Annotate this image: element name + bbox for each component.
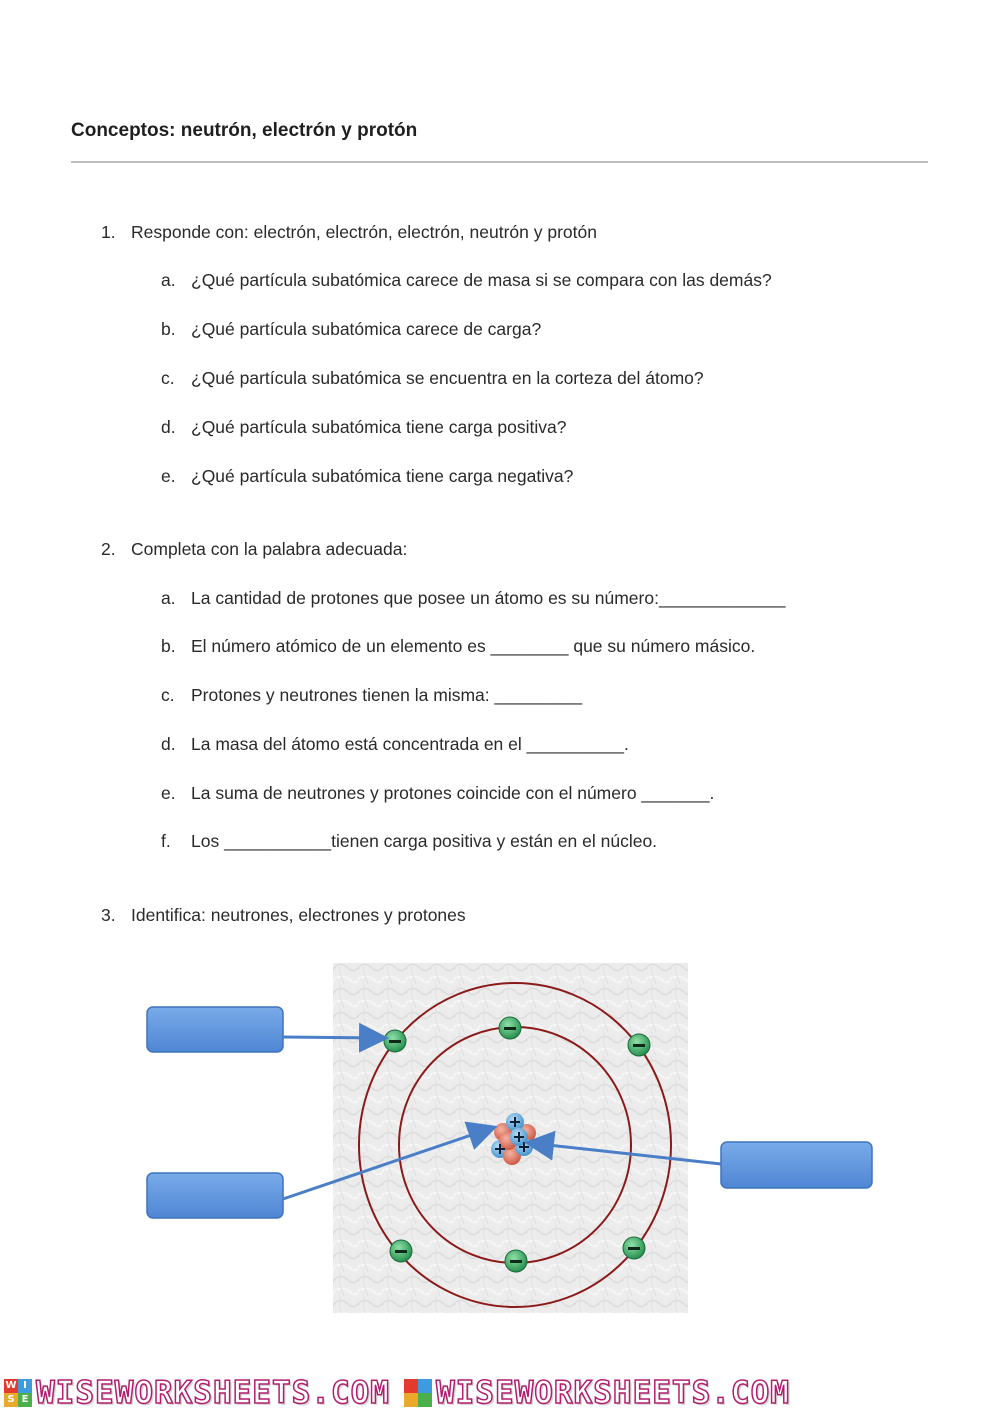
item-text: ¿Qué partícula subatómica tiene carga positiva? xyxy=(191,417,567,437)
question-number: 3. xyxy=(101,905,116,925)
item-letter: d. xyxy=(161,734,176,754)
item-letter: b. xyxy=(161,319,176,339)
item-text: Los ___________tienen carga positiva y están en el núcleo. xyxy=(191,831,658,851)
footer-watermark xyxy=(0,1372,1000,1413)
electron xyxy=(628,1034,650,1056)
item-letter: a. xyxy=(161,270,176,290)
logo-icon: W I S E xyxy=(4,1379,32,1407)
item-letter: e. xyxy=(161,466,176,486)
item-text: ¿Qué partícula subatómica carece de masa si se compara con las demás? xyxy=(191,270,772,290)
logo-icon xyxy=(404,1379,432,1407)
brand xyxy=(400,1375,790,1411)
item-text: La cantidad de protones que posee un átomo es su número:_____________ xyxy=(191,588,786,608)
answer-box-electron[interactable] xyxy=(147,1007,283,1052)
item-letter: c. xyxy=(161,685,175,705)
electron xyxy=(390,1240,412,1262)
question-number: 1. xyxy=(101,222,116,242)
electron xyxy=(505,1250,527,1272)
question-text: Identifica: neutrones, electrones y protones xyxy=(131,905,466,925)
question-text: Completa con la palabra adecuada: xyxy=(131,539,408,559)
item-letter: c. xyxy=(161,368,175,388)
item-letter: a. xyxy=(161,588,176,608)
item-text: Protones y neutrones tienen la misma: _________ xyxy=(191,685,583,705)
electron xyxy=(499,1017,521,1039)
question-text: Responde con: electrón, electrón, electrón, neutrón y protón xyxy=(131,222,597,242)
item-letter: f. xyxy=(161,831,171,851)
brand-text: WISEWORKSHEETS.COM xyxy=(36,1374,390,1411)
item-text: La suma de neutrones y protones coincide con el número _______. xyxy=(191,783,715,803)
electron xyxy=(623,1237,645,1259)
brand xyxy=(0,1375,390,1411)
item-text: ¿Qué partícula subatómica carece de carga? xyxy=(191,319,542,339)
arrow xyxy=(283,1037,383,1038)
item-letter: e. xyxy=(161,783,176,803)
page-title: Conceptos: neutrón, electrón y protón xyxy=(71,120,418,141)
item-text: ¿Qué partícula subatómica tiene carga negativa? xyxy=(191,466,574,486)
item-text: El número atómico de un elemento es ________ que su número másico. xyxy=(191,636,756,656)
answer-box-proton[interactable] xyxy=(721,1142,872,1188)
electron xyxy=(384,1030,406,1052)
answer-box-neutron[interactable] xyxy=(147,1173,283,1218)
item-letter: d. xyxy=(161,417,176,437)
item-letter: b. xyxy=(161,636,176,656)
brand-text: WISEWORKSHEETS.COM xyxy=(435,1374,790,1411)
question-number: 2. xyxy=(101,539,116,559)
item-text: La masa del átomo está concentrada en el __________. xyxy=(191,734,629,754)
item-text: ¿Qué partícula subatómica se encuentra en la corteza del átomo? xyxy=(191,368,704,388)
